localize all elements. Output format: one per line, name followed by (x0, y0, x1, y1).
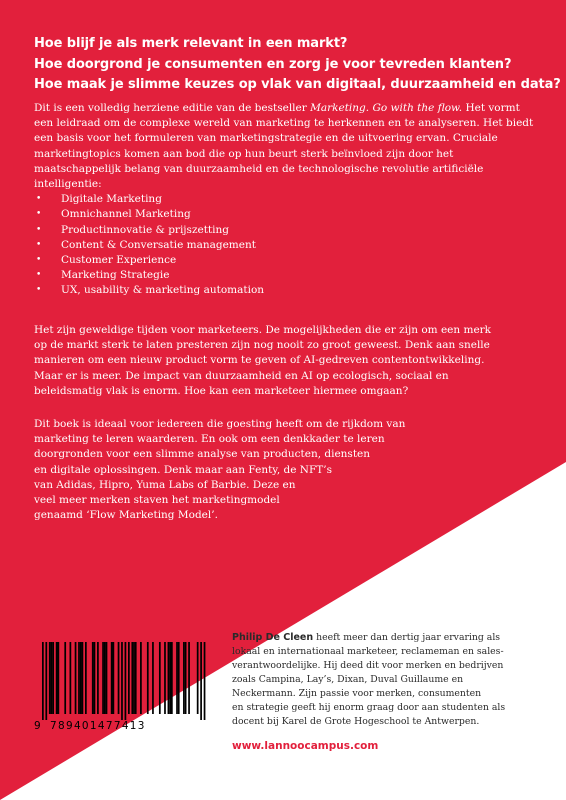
barcode-bar (42, 642, 44, 720)
barcode-bar (152, 642, 154, 714)
paragraph-line: op de markt sterk te laten presteren zijn nog nooit zo groot geweest. Denk aan snelle (34, 339, 490, 352)
barcode-bar (140, 642, 142, 714)
barcode-bar (102, 642, 104, 714)
barcode-bar (164, 642, 166, 714)
barcode-bar (45, 642, 47, 720)
barcode-bar (125, 642, 127, 720)
book-title: Marketing. Go with the flow. (310, 102, 463, 114)
barcode-bar (188, 642, 190, 714)
barcode-bar (82, 642, 84, 714)
isbn-group-1: 789401 (50, 720, 98, 732)
author-bio (232, 631, 552, 729)
barcode-bar (121, 642, 123, 720)
barcode-bar (168, 642, 170, 714)
topic-item: • Customer Experience (34, 253, 539, 268)
paragraph-line: beleidsmatig vlak is enorm. Hoe kan een marketeer hiermee omgaan? (34, 384, 409, 397)
barcode-bar (97, 642, 99, 714)
author-name: Philip De Cleen (232, 632, 314, 643)
author-bio-line: lokaal en internationaal marketeer, reclameman en sales- (232, 646, 504, 657)
barcode-bar (128, 642, 130, 714)
barcode-bars (34, 642, 214, 720)
barcode-bar (56, 642, 58, 714)
barcode-bar (80, 642, 82, 714)
intro-text-rest: Het vormt een leidraad om de complexe wereld van marketing te herkennen en te analyseren. Het biedt een basis voor het formuleren van marketingstrategie en de uitvoering ervan. Cruciale marketingtopics komen aan bod die op hun beurt sterk beïnvloed zijn door het maatschappelijk belang van duurzaamheid en de technologische revolutie artificiële intelligentie: (34, 102, 534, 191)
barcode-bar (169, 642, 171, 714)
paragraph-line: Dit boek is ideaal voor iedereen die goesting heeft om de rijkdom van (34, 418, 406, 430)
author-bio-line: zoals Campina, Lay’s, Dixan, Duval Guillaume en (232, 674, 464, 685)
barcode-bar (204, 642, 206, 720)
topic-item: • Omnichannel Marketing (34, 207, 539, 222)
barcode-bar (178, 642, 180, 714)
intro-text (34, 101, 539, 192)
intro-paragraph (34, 101, 539, 299)
barcode-bar (104, 642, 106, 714)
paragraph-line: marketing te leren waarderen. En ook om een denkkader te leren (34, 433, 385, 446)
barcode-bar (200, 642, 202, 720)
barcode-bar (111, 642, 113, 714)
headline-question: Hoe doorgrond je consumenten en zorg je voor tevreden klanten? (34, 56, 512, 72)
barcode-bar (49, 642, 51, 714)
barcode-bar (70, 642, 72, 714)
topic-item: • Marketing Strategie (34, 268, 539, 283)
isbn-first-digit: 9 (34, 720, 42, 732)
barcode-bar (85, 642, 87, 714)
headline-question: Hoe blijf je als merk relevant in een markt? (34, 36, 348, 51)
isbn-number (34, 720, 214, 740)
author-bio-line: docent bij Karel de Grote Hogeschool te Antwerpen. (232, 716, 480, 727)
topic-item: • UX, usability & marketing automation (34, 283, 539, 298)
barcode-bar (51, 642, 53, 714)
barcode-bar (106, 642, 108, 714)
barcode-bar (176, 642, 178, 714)
headline-questions (34, 34, 561, 96)
barcode-bar (133, 642, 135, 714)
barcode-bar (147, 642, 149, 714)
barcode-bar (171, 642, 173, 714)
paragraph-line: Het zijn geweldige tijden voor marketeers. De mogelijkheden die er zijn om een merk (34, 324, 492, 336)
barcode-bar (197, 642, 199, 714)
barcode-bar (135, 642, 137, 714)
paragraph-line: veel meer merken staven het marketingmodel (34, 494, 280, 507)
topic-list (34, 192, 539, 298)
topic-item: • Content & Conversatie management (34, 238, 539, 253)
author-bio-line: en strategie geeft hij enorm graag door aan studenten als (232, 702, 506, 713)
barcode-bar (57, 642, 59, 714)
barcode-bar (94, 642, 96, 714)
barcode-bar (75, 642, 77, 714)
barcode-bar (52, 642, 54, 714)
paragraph-line: van Adidas, Hipro, Yuma Labs of Barbie. Deze en (34, 478, 296, 491)
headline-question: Hoe maak je slimme keuzes op vlak van digitaal, duurzaamheid en data? (34, 77, 561, 92)
barcode-bar (92, 642, 94, 714)
barcode-bar (185, 642, 187, 714)
barcode-bar (64, 642, 66, 714)
barcode-bar (131, 642, 133, 714)
isbn-group-2: 477413 (97, 720, 146, 732)
paragraph-line: doorgronden voor een slimme analyse van producten, diensten (34, 448, 371, 461)
paragraph-line: manieren om een nieuw product vorm te geven of AI-gedreven contentontwikkeling. (34, 354, 485, 367)
barcode-bar (113, 642, 115, 714)
paragraph-line: Maar er is meer. De impact van duurzaamheid en AI op ecologisch, sociaal en (34, 369, 449, 382)
intro-text-start: Dit is een volledig herziene editie van de bestseller (34, 102, 311, 114)
author-bio-line (232, 631, 552, 645)
audience-paragraph (34, 417, 539, 523)
topic-item: • Productinnovatie & prijszetting (34, 223, 539, 238)
author-bio-line: verantwoordelijke. Hij deed dit voor merken en bedrijven (232, 660, 504, 671)
topic-item: • Digitale Marketing (34, 192, 539, 207)
barcode-bar (78, 642, 80, 714)
author-bio-line: Neckermann. Zijn passie voor merken, consumenten (232, 688, 482, 699)
paragraph-line: en digitale oplossingen. Denk maar aan Fenty, de NFT’s (34, 463, 332, 476)
publisher-website-link[interactable]: www.lannoocampus.com (232, 740, 379, 752)
author-bio-text: heeft meer dan dertig jaar ervaring als (313, 632, 501, 643)
paragraph-line: genaamd ‘Flow Marketing Model’. (34, 509, 218, 522)
barcode-bar (118, 642, 120, 714)
isbn-digit-groups (50, 720, 146, 732)
barcode-bar (159, 642, 161, 714)
marketers-paragraph (34, 323, 539, 399)
barcode-bar (183, 642, 185, 714)
